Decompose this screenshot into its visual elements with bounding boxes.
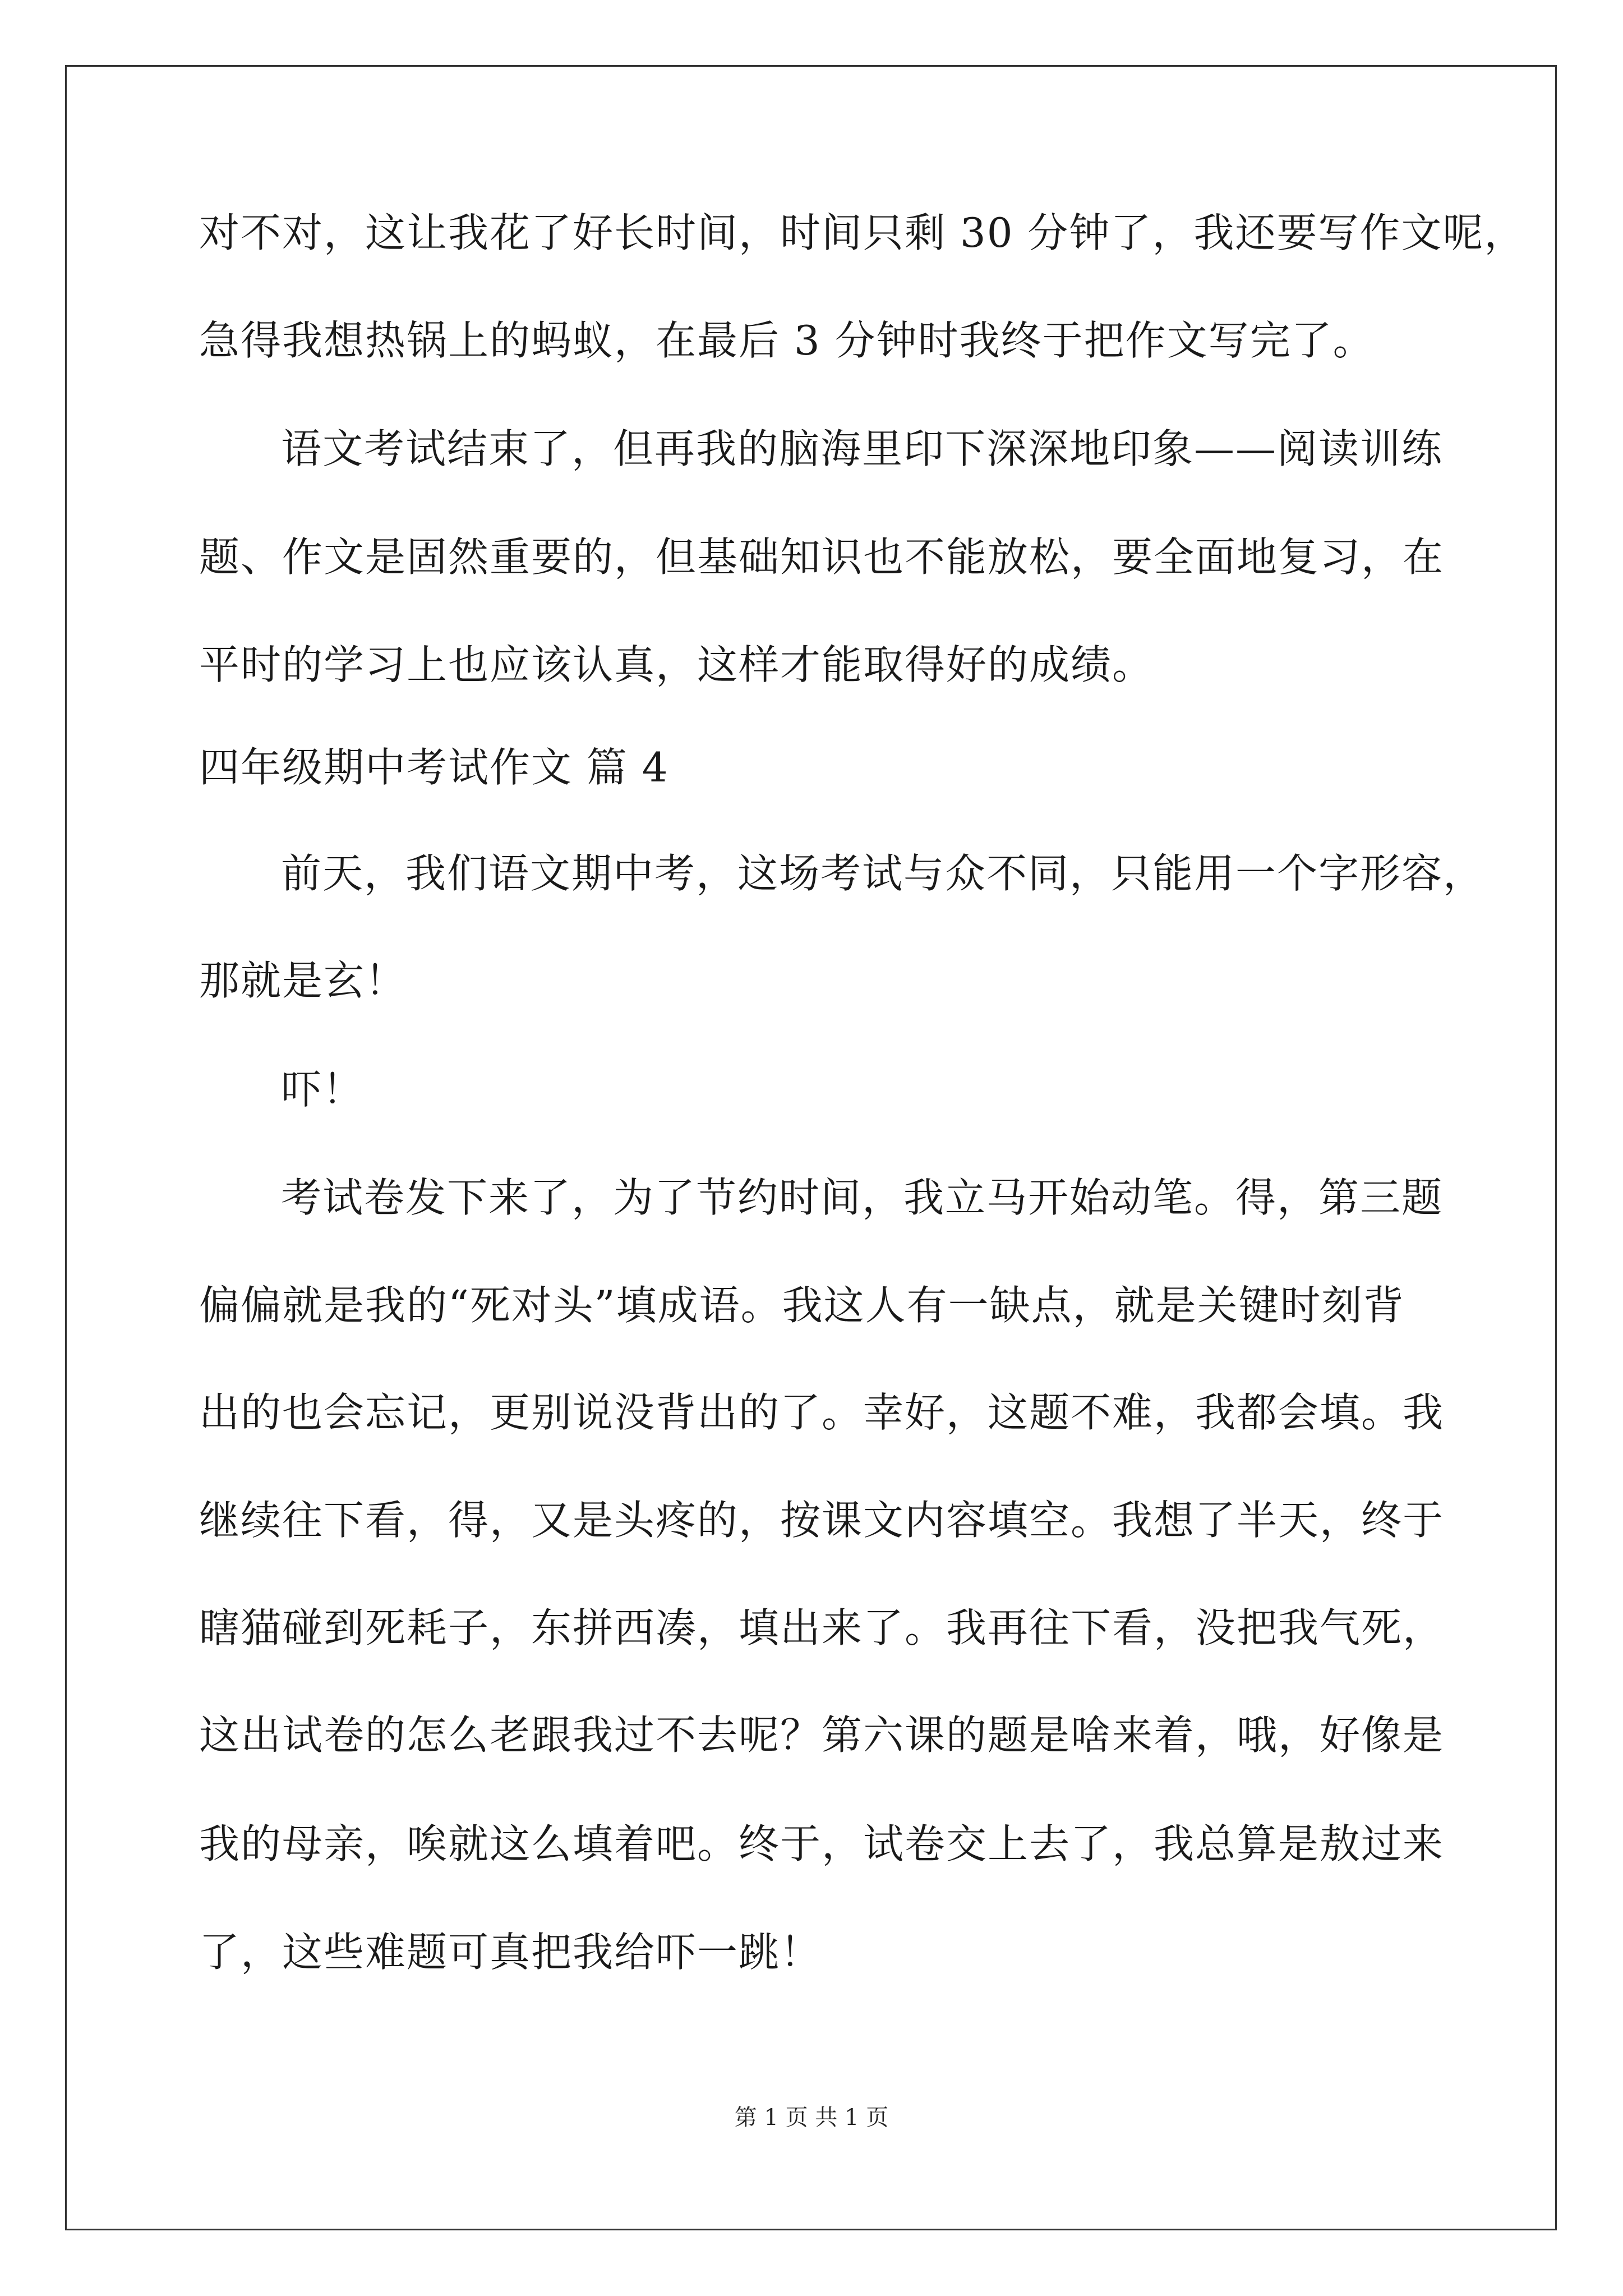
text-line: 瞎猫碰到死耗子，东拼西凑，填出来了。我再往下看，没把我气死， (199, 1604, 1445, 1651)
text-line: 平时的学习上也应该认真，这样才能取得好的成绩。 (199, 641, 1154, 688)
text-line: 我的母亲，唉就这么填着吧。终于，试卷交上去了，我总算是敖过来 (199, 1820, 1445, 1867)
paragraph-start-line: 语文考试结束了，但再我的脑海里印下深深地印象——阅读训练 (281, 425, 1444, 472)
text-line: 了，这些难题可真把我给吓一跳！ (199, 1929, 822, 1976)
paragraph-start-line: 吓！ (281, 1066, 365, 1113)
page-border (65, 65, 1557, 2230)
paragraph-start-line: 前天，我们语文期中考，这场考试与众不同，只能用一个字形容， (281, 850, 1485, 897)
text-line: 急得我想热锅上的蚂蚁，在最后 3 分钟时我终于把作文写完了。 (199, 317, 1375, 364)
page-footer: 第 1 页 共 1 页 (734, 2105, 889, 2131)
text-line: 那就是玄！ (199, 957, 407, 1004)
text-line: 偏偏就是我的“死对头”填成语。我这人有一缺点，就是关键时刻背 (199, 1282, 1405, 1329)
text-line: 题、作文是固然重要的，但基础知识也不能放松，要全面地复习，在 (199, 533, 1445, 581)
text-line: 继续往下看，得，又是头疼的，按课文内容填空。我想了半天，终于 (199, 1497, 1445, 1544)
text-line: 这出试卷的怎么老跟我过不去呢？第六课的题是啥来着，哦，好像是 (199, 1711, 1445, 1759)
paragraph-start-line: 考试卷发下来了，为了节约时间，我立马开始动笔。得，第三题 (281, 1174, 1444, 1221)
text-line: 出的也会忘记，更别说没背出的了。幸好，这题不难，我都会填。我 (199, 1389, 1445, 1436)
section-heading: 四年级期中考试作文 篇 4 (199, 744, 669, 791)
text-line: 对不对，这让我花了好长时间，时间只剩 30 分钟了，我还要写作文呢， (199, 209, 1526, 256)
